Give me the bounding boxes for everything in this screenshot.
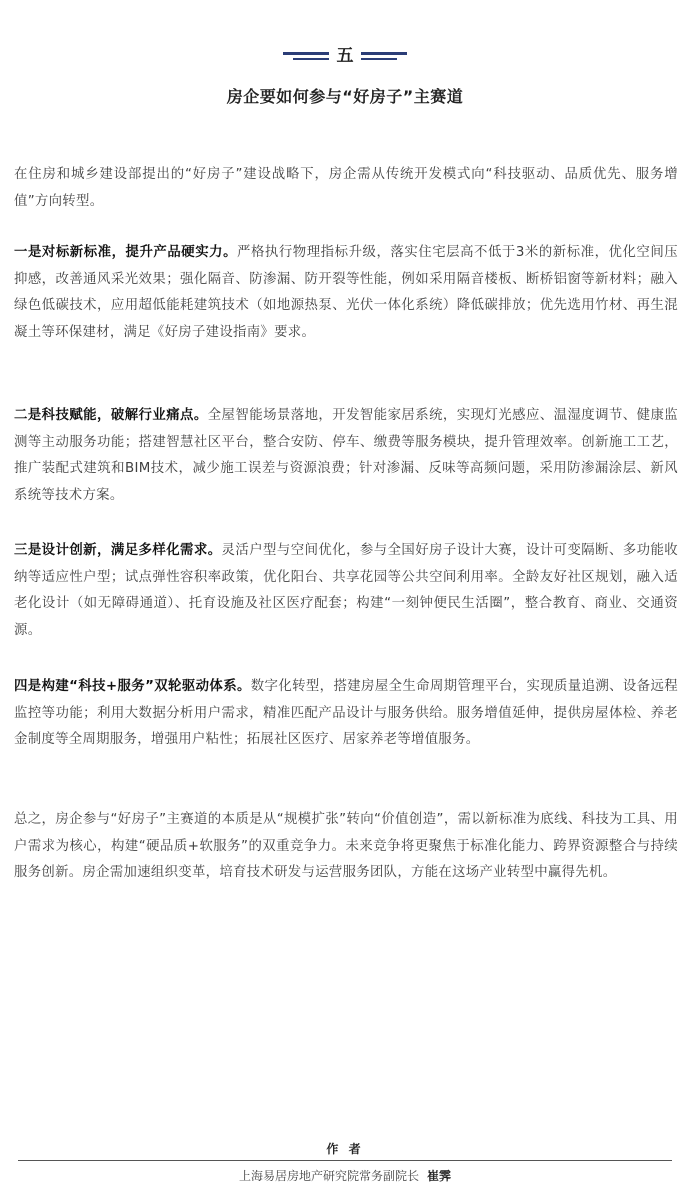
section-header (0, 46, 690, 70)
author-credit (0, 1167, 690, 1184)
paragraph-body: 在住房和城乡建设部提出的“好房子”建设战略下，房企需从传统开发模式向“科技驱动、品质优先、服务增值”方向转型。 (14, 167, 678, 209)
paragraph-lead: 四是构建“科技+服务”双轮驱动体系。 (14, 679, 251, 694)
paragraph-lead: 三是设计创新，满足多样化需求。 (14, 543, 222, 558)
paragraph-body: 数字化转型，搭建房屋全生命周期管理平台，实现质量追溯、设备远程监控等功能；利用大数据分析用户需求，精准匹配产品设计与服务供给。服务增值延伸，提供房屋体检、养老金制度等全周期服务，增强用户粘性；拓展社区医疗、居家养老等增值服务。 (14, 679, 678, 747)
author-title: 上海易居房地产研究院常务副院长 (238, 1169, 419, 1183)
section-title: 房企要如何参与“好房子”主赛道 (226, 87, 464, 106)
author-label: 作 者 (326, 1142, 364, 1156)
paragraph-1 (14, 240, 678, 346)
paragraph-4 (14, 674, 678, 754)
paragraph-3 (14, 538, 678, 644)
paragraph-conclusion (14, 807, 678, 887)
paragraph-body: 灵活户型与空间优化，参与全国好房子设计大赛，设计可变隔断、多功能收纳等适应性户型；试点弹性容积率政策，优化阳台、共享花园等公共空间利用率。全龄友好社区规划，融入适老化设计（如无障碍通道）、托育设施及社区医疗配套；构建“一刻钟便民生活圈”，整合教育、商业、交通资源。 (14, 543, 678, 638)
paragraph-2 (14, 403, 678, 509)
paragraph-lead: 一是对标新标准，提升产品硬实力。 (14, 245, 238, 260)
paragraph-body: 全屋智能场景落地，开发智能家居系统，实现灯光感应、温湿度调节、健康监测等主动服务功能；搭建智慧社区平台，整合安防、停车、缴费等服务模块，提升管理效率。创新施工工艺，推广装配式建筑和BIM技术，减少施工误差与资源浪费；针对渗漏、反味等高频问题，采用防渗漏涂层、新风系统等技术方案。 (14, 408, 679, 503)
section-number: 五 (336, 46, 354, 66)
paragraph-lead: 二是科技赋能，破解行业痛点。 (14, 408, 208, 423)
header-right-rule (361, 52, 407, 55)
author-divider (18, 1160, 672, 1161)
author-name: 崔霁 (427, 1169, 452, 1183)
paragraph-body: 总之，房企参与“好房子”主赛道的本质是从“规模扩张”转向“价值创造”，需以新标准为底线、科技为工具、用户需求为核心，构建“硬品质+软服务”的双重竞争力。未来竞争将更聚焦于标准化能力、跨界资源整合与持续服务创新。房企需加速组织变革，培育技术研发与运营服务团队，方能在这场产业转型中赢得先机。 (14, 812, 678, 880)
paragraph-intro (14, 162, 678, 215)
paragraph-body: 严格执行物理指标升级，落实住宅层高不低于3米的新标准，优化空间压抑感，改善通风采光效果；强化隔音、防渗漏、防开裂等性能，例如采用隔音楼板、断桥铝窗等新材料；融入绿色低碳技术，应用超低能耗建筑技术（如地源热泵、光伏一体化系统）降低碳排放；优先选用竹材、再生混凝土等环保建材，满足《好房子建设指南》要求。 (14, 245, 678, 340)
